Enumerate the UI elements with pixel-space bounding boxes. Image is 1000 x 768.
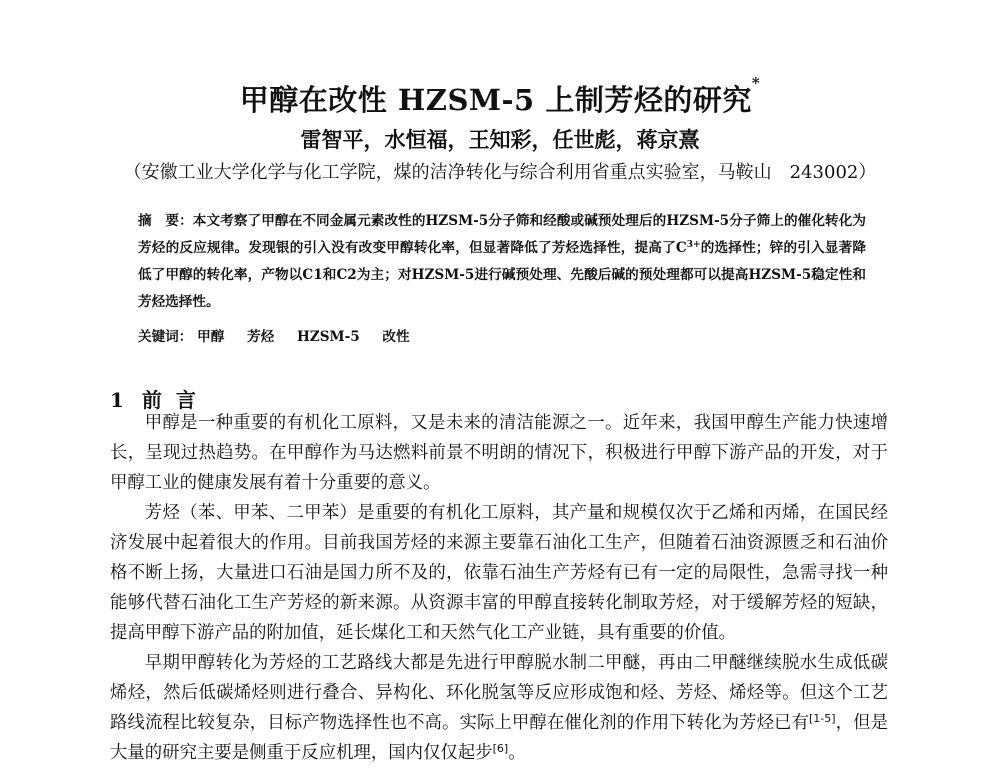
keyword: 改性 <box>382 329 410 345</box>
title-text: 甲醇在改性 HZSM-5 上制芳烃的研究 <box>239 83 752 117</box>
abstract-label: 摘 要： <box>138 213 193 229</box>
paragraph-3-text-2: ，但是大量的研究主要是侧重于反应机理，国内仅仅起步 <box>110 713 888 763</box>
section-title: 前言 <box>141 388 210 412</box>
author-list: 雷智平，水恒福，王知彩，任世彪，蒋京熹 <box>300 127 700 152</box>
keyword: 甲醇 <box>197 329 225 345</box>
abstract-text-2: 的选择性；锌的引入显著降低了甲醇的转化率，产物以C1和C2为主；对HZSM-5进行碱预处理、先酸后碱的预处理都可以提高HZSM-5稳定性和芳烃选择性。 <box>138 240 866 310</box>
paragraph-1: 甲醇是一种重要的有机化工原料，又是未来的清洁能源之一。近年来，我国甲醇生产能力快速增长，呈现过热趋势。在甲醇作为马达燃料前景不明朗的情况下，积极进行甲醇下游产品的开发，对于甲醇工业的健康发展有着十分重要的意义。 <box>110 413 888 493</box>
keyword: 芳烃 <box>247 329 275 345</box>
paper-title <box>0 74 1000 119</box>
citation-ref: [6] <box>492 742 509 755</box>
abstract-text-1: 本文考察了甲醇在不同金属元素改性的HZSM-5分子筛和经酸或碱预处理后的HZSM-5分子筛上的催化转化为芳烃的反应规律。发现银的引入没有改变甲醇转化率，但显著降低了芳烃选择性，提高了C <box>138 213 867 256</box>
paragraph-3-text-1: 早期甲醇转化为芳烃的工艺路线大都是先进行甲醇脱水制二甲醚，再由二甲醚继续脱水生成低碳烯烃，然后低碳烯烃则进行叠合、异构化、环化脱氢等反应形成饱和烃、芳烃、烯烃等。但这个工艺路线流程比较复杂，目标产物选择性也不高。实际上甲醇在催化剂的作用下转化为芳烃已有 <box>110 653 888 733</box>
keywords-label: 关键词： <box>138 329 193 345</box>
affiliation: （安徽工业大学化学与化工学院，煤的洁净转化与综合利用省重点实验室，马鞍山 243002） <box>123 162 877 183</box>
keywords <box>138 326 866 348</box>
section-number: 1 <box>110 388 124 412</box>
paragraph-2: 芳烃（苯、甲苯、二甲苯）是重要的有机化工原料，其产量和规模仅次于乙烯和丙烯，在国民经济发展中起着很大的作用。目前我国芳烃的来源主要靠石油化工生产，但随着石油资源匮乏和石油价格不断上扬，大量进口石油是国力所不及的，依靠石油生产芳烃有已有一定的局限性，急需寻找一种能够代替石油化工生产芳烃的新来源。从资源丰富的甲醇直接转化制取芳烃，对于缓解芳烃的短缺，提高甲醇下游产品的附加值，延长煤化工和天然气化工产业链，具有重要的价值。 <box>110 503 888 643</box>
body-text <box>110 408 888 768</box>
paragraph-3 <box>110 648 888 768</box>
abstract <box>138 208 866 316</box>
title-footnote-mark: * <box>751 74 761 92</box>
paragraph-3-text-3: 。 <box>508 743 526 763</box>
citation-ref: [1-5] <box>809 712 836 725</box>
abstract-superscript: 3+ <box>686 240 701 250</box>
keyword: HZSM-5 <box>296 329 360 345</box>
